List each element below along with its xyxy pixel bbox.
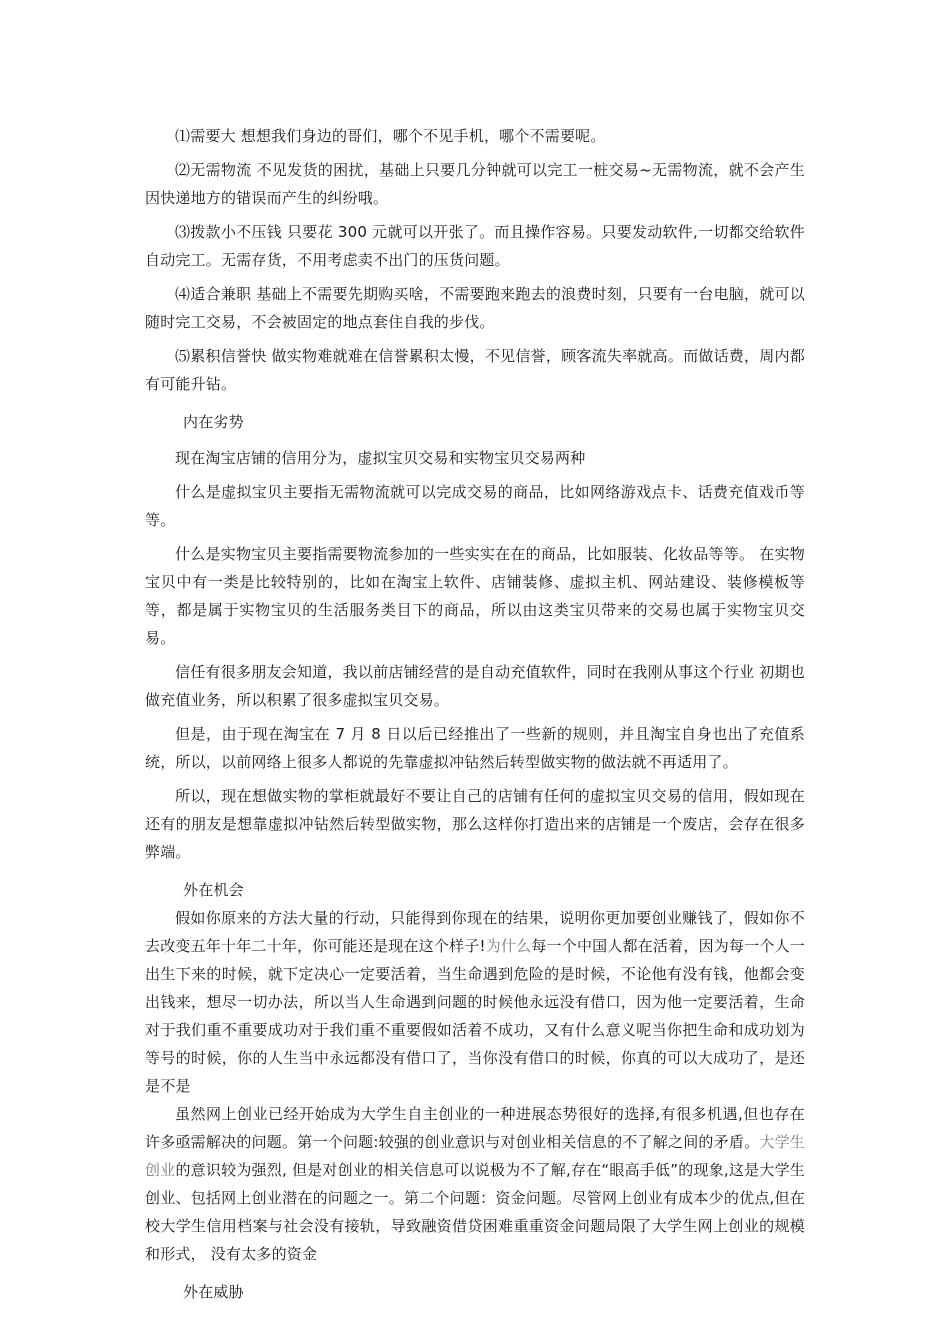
weakness-paragraph-4: 信任有很多朋友会知道，我以前店铺经营的是自动充值软件，同时在我刚从事这个行业 初期也做充值业务，所以积累了很多虚拟宝贝交易。: [145, 663, 805, 709]
opportunity-paragraph-2: [145, 1100, 805, 1268]
student-startup-link[interactable]: 大学生创业: [145, 1133, 805, 1179]
opportunity-text-1a: 假如你原来的方法大量的行动，只能得到你现在的结果，说明你更加要创业赚钱了，假如你不去改变五年十年二十年，你可能还是现在这个样子!: [145, 909, 805, 955]
opportunity-text-2b: 的意识较为强烈, 但是对创业的相关信息可以说极为不了解,存在“眼高手低”的现象,这是大学生创业、包括网上创业潜在的问题之一。第二个问题：资金问题。尽管网上创业有成本少的优点,但在校大学生信用档案与社会没有接轨，导致融资借贷困难重重资金问题局限了大学生网上创业的规模和形式， 没有太多的资金: [145, 1161, 805, 1263]
document-body: [145, 122, 805, 1306]
weakness-paragraph-2: 什么是虚拟宝贝主要指无需物流就可以完成交易的商品，比如网络游戏点卡、话费充值戏币等等。: [145, 483, 805, 529]
section-heading-threat: 外在威胁: [183, 1283, 244, 1301]
section-heading-opportunity: 外在机会: [183, 881, 244, 899]
why-link[interactable]: 为什么: [485, 937, 532, 955]
advantage-item-4: ⑷适合兼职 基础上不需要先期购买啥，不需要跑来跑去的浪费时刻，只要有一台电脑，就可以随时完工交易，不会被固定的地点套住自我的步伐。: [145, 285, 805, 331]
opportunity-paragraph-1: [145, 904, 805, 1100]
opportunity-text-1b: 每一个中国人都在活着，因为每一个人一出生下来的时候，就下定决心一定要活着，当生命遇到危险的是时候，不论他有没有钱，他都会变出钱来，想尽一切办法，所以当人生命遇到问题的时候他永远没有借口，因为他一定要活着，生命对于我们重不重要成功对于我们重不重要假如活着不成功，又有什么意义呢当你把生命和成功划为等号的时候，你的人生当中永远都没有借口了，当你没有借口的时候，你真的可以大成功了，是还是不是: [145, 937, 805, 1095]
weakness-paragraph-5: 但是，由于现在淘宝在 7 月 8 日以后已经推出了一些新的规则，并且淘宝自身也出了充值系统，所以，以前网络上很多人都说的先靠虚拟冲钻然后转型做实物的做法就不再适用了。: [145, 725, 805, 771]
advantage-item-3: ⑶拨款小不压钱 只要花 300 元就可以开张了。而且操作容易。只要发动软件,一切都交给软件自动完工。无需存货，不用考虑卖不出门的压货问题。: [145, 223, 805, 269]
weakness-paragraph-6: 所以，现在想做实物的掌柜就最好不要让自己的店铺有任何的虚拟宝贝交易的信用，假如现在还有的朋友是想靠虚拟冲钻然后转型做实物，那么这样你打造出来的店铺是一个废店，会存在很多弊端。: [145, 787, 805, 861]
weakness-paragraph-3: 什么是实物宝贝主要指需要物流参加的一些实实在在的商品，比如服装、化妆品等等。 在实物宝贝中有一类是比较特别的，比如在淘宝上软件、店铺装修、虚拟主机、网站建设、装修模板等等，都是属于实物宝贝的生活服务类目下的商品，所以由这类宝贝带来的交易也属于实物宝贝交易。: [145, 545, 805, 647]
advantage-item-1: ⑴需要大 想想我们身边的哥们，哪个不见手机，哪个不需要呢。: [175, 127, 606, 145]
advantage-item-2: ⑵无需物流 不见发货的困扰，基础上只要几分钟就可以完工一桩交易~无需物流，就不会产生因快递地方的错误而产生的纠纷哦。: [145, 161, 805, 207]
opportunity-text-2a: 虽然网上创业已经开始成为大学生自主创业的一种进展态势很好的选择,有很多机遇,但也存在许多亟需解决的问题。第一个问题:较强的创业意识与对创业相关信息的不了解之间的矛盾。: [145, 1105, 805, 1151]
advantage-item-5: ⑸累积信誉快 做实物难就难在信誉累积太慢，不见信誉，顾客流失率就高。而做话费，周内都有可能升钻。: [145, 347, 805, 393]
weakness-paragraph-1: 现在淘宝店铺的信用分为，虚拟宝贝交易和实物宝贝交易两种: [175, 449, 586, 467]
section-heading-weakness: 内在劣势: [183, 413, 244, 431]
